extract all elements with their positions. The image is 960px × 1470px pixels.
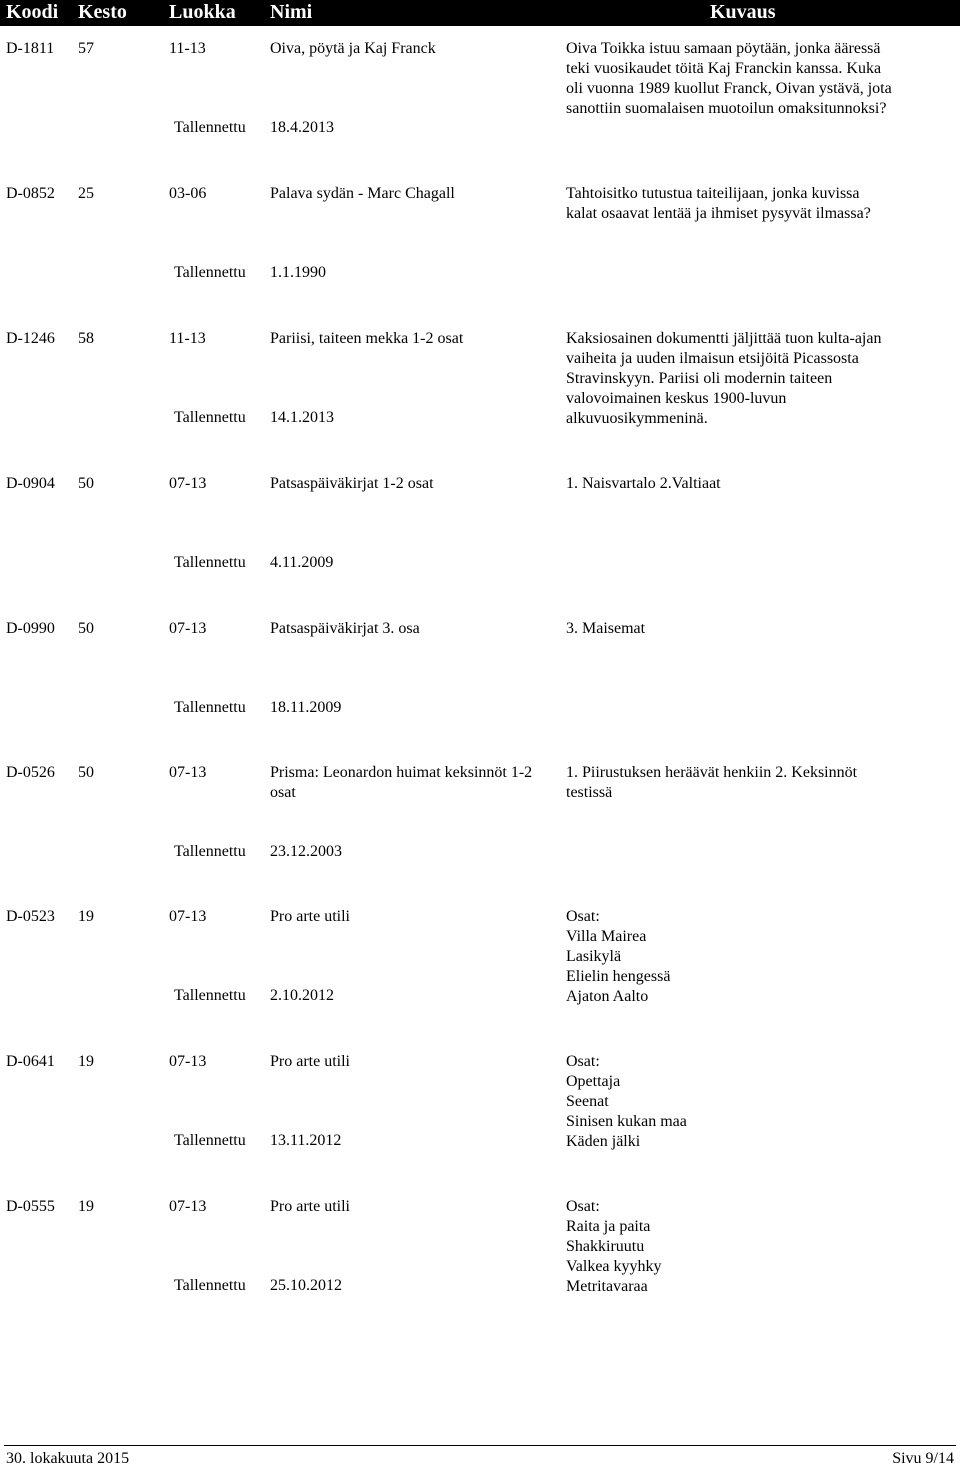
cell-koodi: D-0526 [6,764,55,781]
cell-nimi: Patsaspäiväkirjat 3. osa [270,620,420,637]
table-row [0,39,960,179]
cell-kesto: 19 [78,1198,94,1215]
header-kesto: Kesto [78,1,127,23]
cell-nimi: Pro arte utili [270,908,350,925]
kuvaus-line: vaiheita ja uuden ilmaisun etsijöitä Picassosta [566,350,859,367]
cell-nimi: Pariisi, taiteen mekka 1-2 osat [270,330,464,347]
footer-date: 30. lokakuuta 2015 [6,1450,130,1467]
saved-label: Tallennettu [174,1277,246,1294]
cell-kesto: 50 [78,475,94,492]
cell-kuvaus [566,1052,926,1152]
table-row [0,329,960,469]
kuvaus-line: Villa Mairea [566,928,647,945]
kuvaus-line: kalat osaavat lentää ja ihmiset pysyvät ilmassa? [566,205,871,222]
footer-page-number: Sivu 9/14 [892,1450,954,1467]
cell-kuvaus [566,184,926,224]
cell-koodi: D-0990 [6,620,55,637]
saved-label: Tallennettu [174,987,246,1004]
saved-label: Tallennettu [174,843,246,860]
cell-nimi: Pro arte utili [270,1198,350,1215]
kuvaus-line: Oiva Toikka istuu samaan pöytään, jonka ääressä [566,40,881,57]
cell-nimi: Patsaspäiväkirjat 1-2 osat [270,475,434,492]
kuvaus-line: Osat: [566,1198,600,1215]
kuvaus-line: valovoimainen keskus 1900-luvun [566,390,787,407]
header-kuvaus: Kuvaus [710,1,776,23]
cell-nimi: Oiva, pöytä ja Kaj Franck [270,40,436,57]
cell-kuvaus [566,329,926,429]
cell-nimi: Pro arte utili [270,1053,350,1070]
kuvaus-line: teki vuosikaudet töitä Kaj Franckin kanssa. Kuka [566,60,882,77]
cell-luokka: 11-13 [169,40,206,57]
kuvaus-line: Metritavaraa [566,1278,648,1295]
cell-luokka: 07-13 [169,908,207,925]
cell-kesto: 50 [78,620,94,637]
cell-koodi: D-0904 [6,475,55,492]
table-row [0,474,960,614]
table-row [0,184,960,324]
header-luokka: Luokka [169,1,236,23]
kuvaus-line: Osat: [566,908,600,925]
cell-kuvaus [566,1197,926,1297]
saved-date: 4.11.2009 [270,554,334,571]
kuvaus-line: Seenat [566,1093,609,1110]
saved-date: 18.11.2009 [270,699,342,716]
cell-koodi: D-0641 [6,1053,55,1070]
saved-date: 1.1.1990 [270,264,326,281]
kuvaus-line: Elielin hengessä [566,968,671,985]
kuvaus-line: sanottiin suomalaisen muotoilun omaksitunnoksi? [566,100,887,117]
cell-luokka: 07-13 [169,1053,207,1070]
cell-luokka: 07-13 [169,764,207,781]
cell-kesto: 19 [78,1053,94,1070]
cell-luokka: 07-13 [169,1198,207,1215]
cell-koodi: D-0523 [6,908,55,925]
kuvaus-line: 3. Maisemat [566,620,646,637]
kuvaus-line: Tahtoisitko tutustua taiteilijaan, jonka kuvissa [566,185,860,202]
saved-date: 23.12.2003 [270,843,342,860]
kuvaus-line: 1. Naisvartalo 2.Valtiaat [566,475,721,492]
saved-label: Tallennettu [174,119,246,136]
cell-koodi: D-0555 [6,1198,55,1215]
cell-nimi: Palava sydän - Marc Chagall [270,185,455,202]
saved-label: Tallennettu [174,264,246,281]
kuvaus-line: Sinisen kukan maa [566,1113,687,1130]
cell-kuvaus [566,39,926,119]
kuvaus-line: 1. Piirustuksen heräävät henkiin 2. Keksinnöt [566,764,858,781]
cell-nimi: Prisma: Leonardon huimat keksinnöt 1-2 osat [270,764,533,801]
table-row [0,1197,960,1337]
saved-date: 2.10.2012 [270,987,334,1004]
cell-luokka: 03-06 [169,185,207,202]
cell-kuvaus [566,474,926,494]
kuvaus-line: Opettaja [566,1073,621,1090]
kuvaus-line: Ajaton Aalto [566,988,649,1005]
cell-luokka: 07-13 [169,475,207,492]
saved-label: Tallennettu [174,699,246,716]
table-row [0,763,960,903]
cell-kesto: 57 [78,40,94,57]
kuvaus-line: Osat: [566,1053,600,1070]
saved-date: 14.1.2013 [270,409,334,426]
saved-label: Tallennettu [174,1132,246,1149]
footer-divider [4,1445,956,1446]
table-row [0,907,960,1047]
table-row [0,1052,960,1192]
kuvaus-line: Käden jälki [566,1133,641,1150]
cell-kesto: 58 [78,330,94,347]
saved-date: 18.4.2013 [270,119,334,136]
saved-label: Tallennettu [174,409,246,426]
cell-kesto: 25 [78,185,94,202]
header-koodi: Koodi [6,1,59,23]
cell-kuvaus [566,619,926,639]
cell-kesto: 19 [78,908,94,925]
kuvaus-line: oli vuonna 1989 kuollut Franck, Oivan ystävä, jota [566,80,892,97]
kuvaus-line: Valkea kyyhky [566,1258,662,1275]
kuvaus-line: Kaksiosainen dokumentti jäljittää tuon kulta-ajan [566,330,882,347]
kuvaus-line: Shakkiruutu [566,1238,645,1255]
kuvaus-line: alkuvuosikymmeninä. [566,410,708,427]
kuvaus-line: testissä [566,784,613,801]
saved-label: Tallennettu [174,554,246,571]
kuvaus-line: Stravinskyyn. Pariisi oli modernin taiteen [566,370,833,387]
header-nimi: Nimi [270,1,313,23]
cell-luokka: 07-13 [169,620,207,637]
cell-kesto: 50 [78,764,94,781]
kuvaus-line: Lasikylä [566,948,622,965]
cell-koodi: D-1246 [6,330,55,347]
kuvaus-line: Raita ja paita [566,1218,651,1235]
cell-luokka: 11-13 [169,330,206,347]
cell-koodi: D-0852 [6,185,55,202]
saved-date: 13.11.2012 [270,1132,342,1149]
cell-koodi: D-1811 [6,40,55,57]
cell-kuvaus [566,763,926,803]
saved-date: 25.10.2012 [270,1277,342,1294]
table-row [0,619,960,759]
cell-kuvaus [566,907,926,1007]
